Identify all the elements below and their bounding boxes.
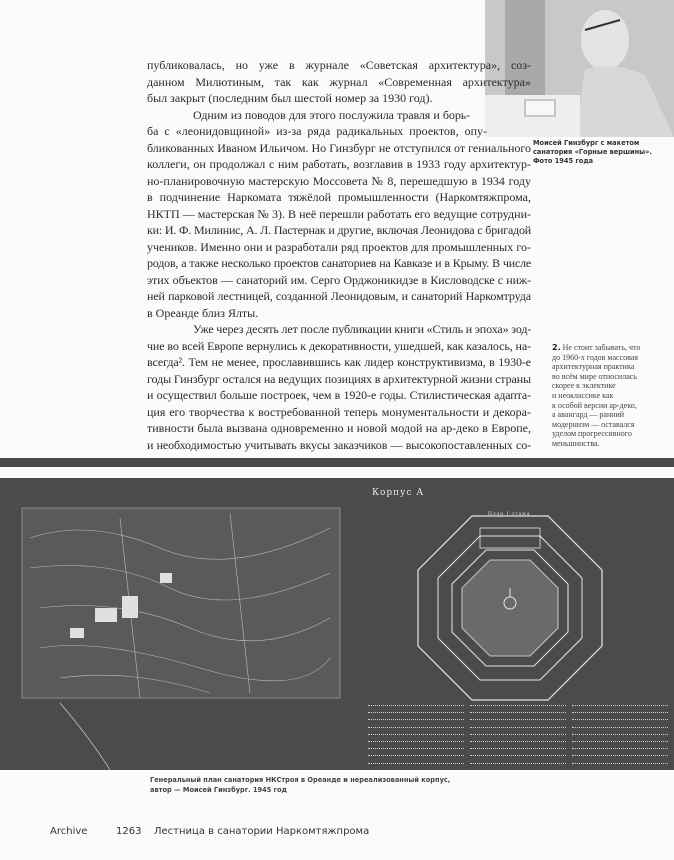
room-legend-table (368, 700, 668, 765)
main-text (147, 57, 531, 453)
text-line: этих объектов — санаторий им. Серго Орджоникидзе в Кисловодске с ниж- (147, 272, 531, 287)
caption-line: Генеральный план санатория НКСтроя в Ореанде и нереализованный корпус, (150, 776, 451, 784)
text-line: учеников. Именно они и разработали ряд проектов для промышленных го- (147, 239, 531, 254)
text-line: годы Гинзбург остался на ведущих позициях в архитектурной жизни страны (147, 371, 531, 386)
note-line: уделом прогрессивного (552, 429, 632, 439)
architectural-drawing (0, 478, 674, 770)
footer-section: Archive (50, 826, 88, 837)
text-line: но-планировочную мастерскую Моссовета № 8, перешедшую в 1934 году (147, 173, 531, 188)
photo-caption (533, 139, 673, 166)
plan-title: План I этажа (488, 511, 531, 517)
note-line: а авангард — ранний (552, 410, 625, 420)
text-line: и осуществил больше построек, чем в 1920-е годы. Стилистическая адапта- (147, 388, 531, 402)
paragraph-1 (147, 57, 531, 107)
figure-caption (150, 775, 550, 795)
divider-band (0, 458, 674, 467)
note-line: Не стоит забывать, что (562, 343, 641, 352)
paragraph-3 (147, 321, 531, 453)
text-line: родов, а также несколько проектов санаториев на Кавказе и в Крыму. В числе (147, 256, 531, 270)
text-line: всегда². Тем не менее, прославившись как лидер конструктивизма, в 1930-е (147, 355, 531, 369)
note-line: во всём мире относилась (552, 371, 637, 381)
text-line: в подчинение Наркомата тяжёлой промышленности (Наркомтяжпрома, (147, 190, 531, 204)
note-line: модернизм — оставался (552, 419, 635, 429)
footnote-number: 2. (552, 343, 561, 352)
drawing-title: Корпус А (372, 488, 425, 498)
text-line: ней парковой лестницей, созданной Леонидовым, и санаторий Наркомтруда (147, 289, 531, 303)
note-line: и неоклассике как (552, 390, 614, 400)
text-line: ция его творчества к востребованной теперь монументальности и декора- (147, 404, 531, 419)
text-line: данном Милютиным, так как журнал «Современная архитектура» (147, 74, 531, 89)
text-line: в Ореанде близ Ялты. (147, 305, 259, 320)
text-line: Одним из поводов для этого послужила травля и борь- (193, 107, 470, 122)
caption-line: автор — Моисей Гинзбург. 1945 год (150, 786, 287, 794)
text-line: был закрыт (последним был шестой номер за 1930 год). (147, 91, 433, 105)
sidenote (552, 343, 672, 449)
note-line: архитектурная практика (552, 362, 635, 372)
text-line: ки: И. Ф. Милинис, А. Л. Пастернак и другие, включая Леонидова с бригадой (147, 223, 531, 237)
note-line: к особой версии ар-деко, (552, 400, 637, 410)
caption-line: Моисей Гинзбург с макетом (533, 139, 640, 147)
text-line: тивности была вызвана одновременно и новой модой на ар-деко в Европе, (147, 421, 531, 435)
text-line: и необходимостью учитывать вкусы заказчиков — высокопоставленных со- (147, 437, 531, 452)
caption-line: Фото 1945 года (533, 157, 594, 165)
note-line: меньшинства. (552, 438, 600, 448)
text-line: чие во всей Европе вернулись к декоративности, ушедшей, как казалось, на- (147, 338, 531, 353)
text-line: ба с «леонидовщиной» из-за ряда радикальных проектов, опу- (147, 124, 487, 138)
running-title: Лестница в санатории Наркомтяжпрома (154, 826, 370, 837)
text-line: Уже через десять лет после публикации книги «Стиль и эпоха» зод- (193, 322, 532, 336)
paragraph-2 (147, 107, 531, 322)
caption-line: санатория «Горные вершины». (533, 148, 652, 156)
page-number: 1263 (116, 826, 142, 837)
text-line: НКТП — мастерская № 3). В неё перешли работать его ведущие сотрудни- (147, 206, 531, 221)
note-line: скорее к эклектике (552, 381, 616, 391)
text-line: бликованных Иваном Ильичом. Но Гинзбург не отступился от гениального (147, 140, 531, 155)
text-line: публиковалась, но уже в журнале «Советская архитектура», соз- (147, 58, 531, 72)
text-line: коллеги, он продолжал с ним работать, возглавив в 1933 году архитектур- (147, 157, 531, 171)
note-line: до 1960-х годов массовая (552, 352, 638, 362)
